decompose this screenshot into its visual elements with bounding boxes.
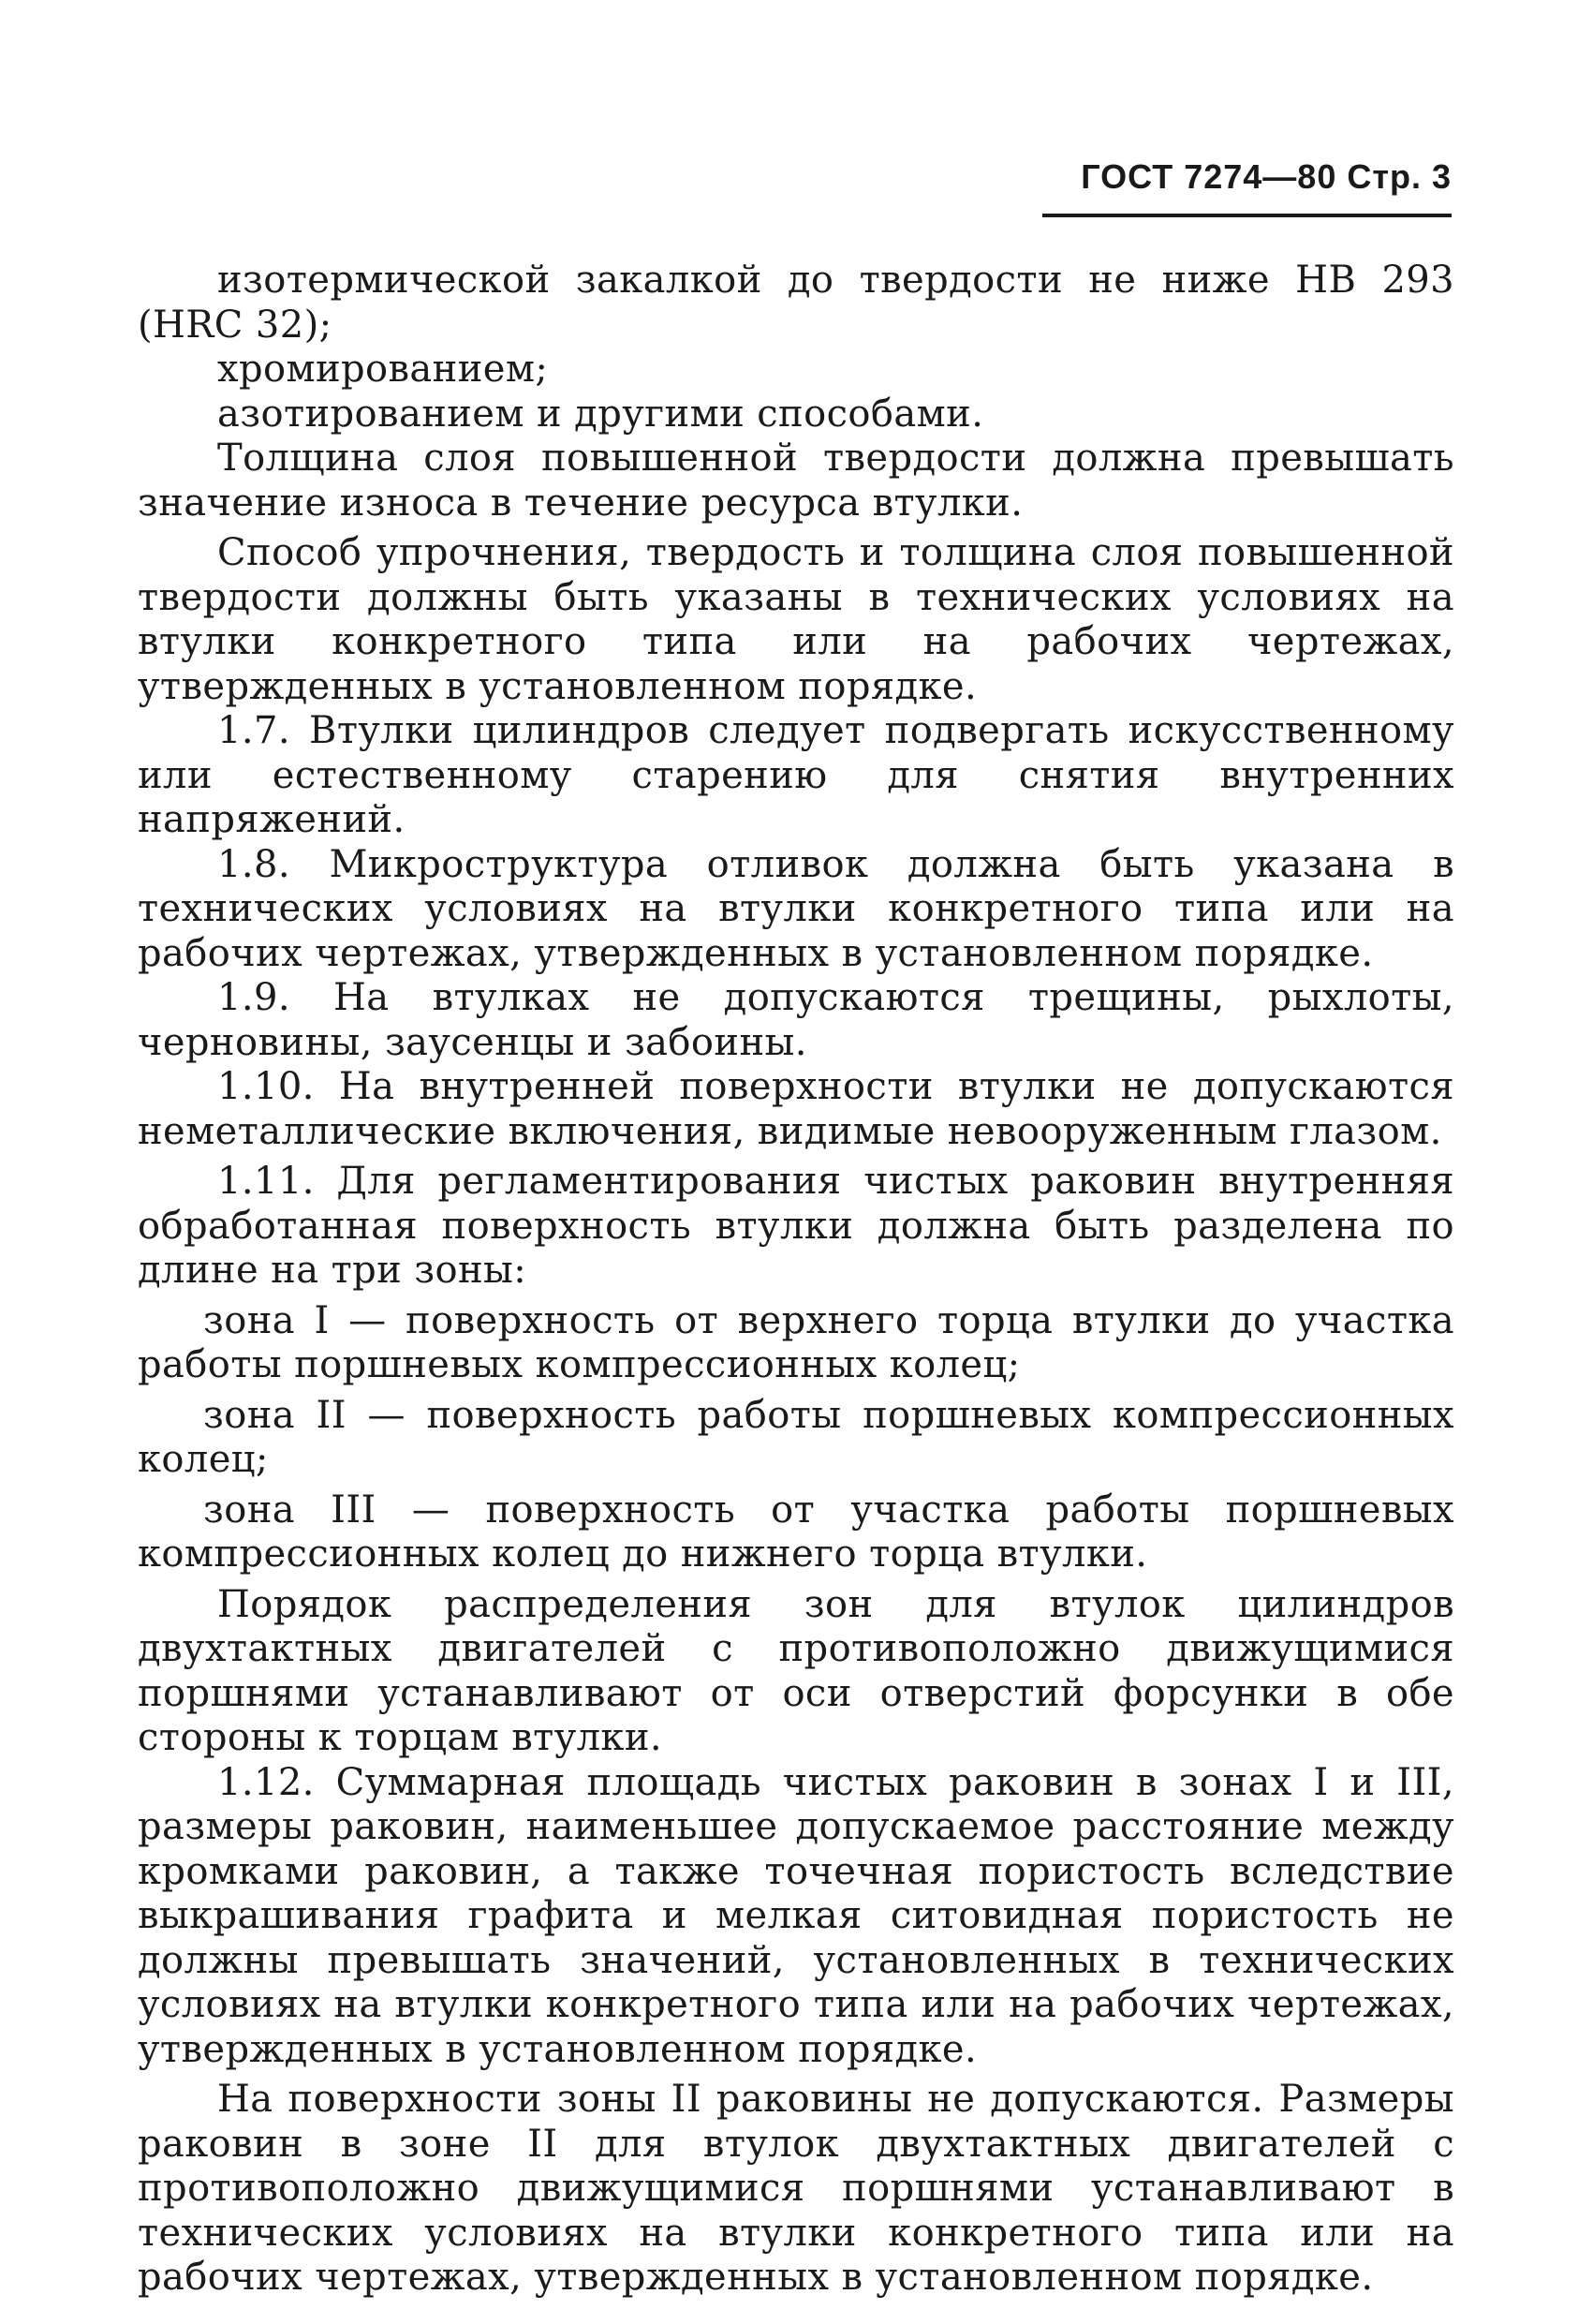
paragraph-hardening-nitriding: азотированием и другими способами. <box>217 392 984 436</box>
paragraph-clause-1-12: 1.12. Суммарная площадь чистых раковин в зонах I и III, размеры раковин, наименьшее допускаемое расстояние между кромками раковин, а также точечная пористость вследствие выкрашивания графита и мелкая ситовидная пористость не должны превышать значений, установленных в технических условиях на втулки конкретного типа или на рабочих чертежах, утвержденных в установленном порядке. <box>138 1760 1454 2071</box>
zone-3-item: зона III — поверхность от участка работы поршневых компрессионных колец до нижнего торца втулки. <box>138 1488 1454 1576</box>
zone-2-item: зона II — поверхность работы поршневых компрессионных колец; <box>138 1393 1454 1481</box>
document-body <box>138 259 1454 2301</box>
paragraph-hardening-isothermal: изотермической закалкой до твердости не ниже НВ 293 (HRC 32); <box>138 259 1454 347</box>
paragraph-clause-1-8: 1.8. Микроструктура отливок должна быть указана в технических условиях на втулки конкретного типа или на рабочих чертежах, утвержденных в установленном порядке. <box>138 842 1454 975</box>
paragraph-clause-1-10: 1.10. На внутренней поверхности втулки не допускаются неметаллические включения, видимые невооруженным глазом. <box>138 1065 1454 1153</box>
paragraph-zone-order: Порядок распределения зон для втулок цилиндров двухтактных двигателей с противоположно движущимися поршнями устанавливают от оси отверстий форсунки в обе стороны к торцам втулки. <box>138 1582 1454 1759</box>
running-header: ГОСТ 7274—80 Стр. 3 <box>1081 157 1452 196</box>
paragraph-hardening-chrome: хромированием; <box>217 348 549 391</box>
paragraph-hardening-method: Способ упрочнения, твердость и толщина слоя повышенной твердости должны быть указаны в технических условиях на втулки конкретного типа или на рабочих чертежах, утвержденных в установленном порядке. <box>138 531 1454 708</box>
paragraph-zone-2-rule: На поверхности зоны II раковины не допускаются. Размеры раковин в зоне II для втулок двухтактных двигателей с противоположно движущимися поршнями устанавливают в технических условиях на втулки конкретного типа или на рабочих чертежах, утвержденных в установленном порядке. <box>138 2078 1454 2299</box>
header-rule <box>1042 214 1452 217</box>
zone-1-item: зона I — поверхность от верхнего торца втулки до участка работы поршневых компрессионных колец; <box>138 1298 1454 1386</box>
paragraph-clause-1-11: 1.11. Для регламентирования чистых раковин внутренняя обработанная поверхность втулки должна быть разделена по длине на три зоны: <box>138 1160 1454 1292</box>
paragraph-clause-1-7: 1.7. Втулки цилиндров следует подвергать искусственному или естественному старению для снятия внутренних напряжений. <box>138 709 1454 841</box>
paragraph-layer-thickness: Толщина слоя повышенной твердости должна превышать значение износа в течение ресурса втулки. <box>138 437 1454 525</box>
paragraph-clause-1-9: 1.9. На втулках не допускаются трещины, рыхлоты, черновины, заусенцы и забоины. <box>138 976 1454 1064</box>
